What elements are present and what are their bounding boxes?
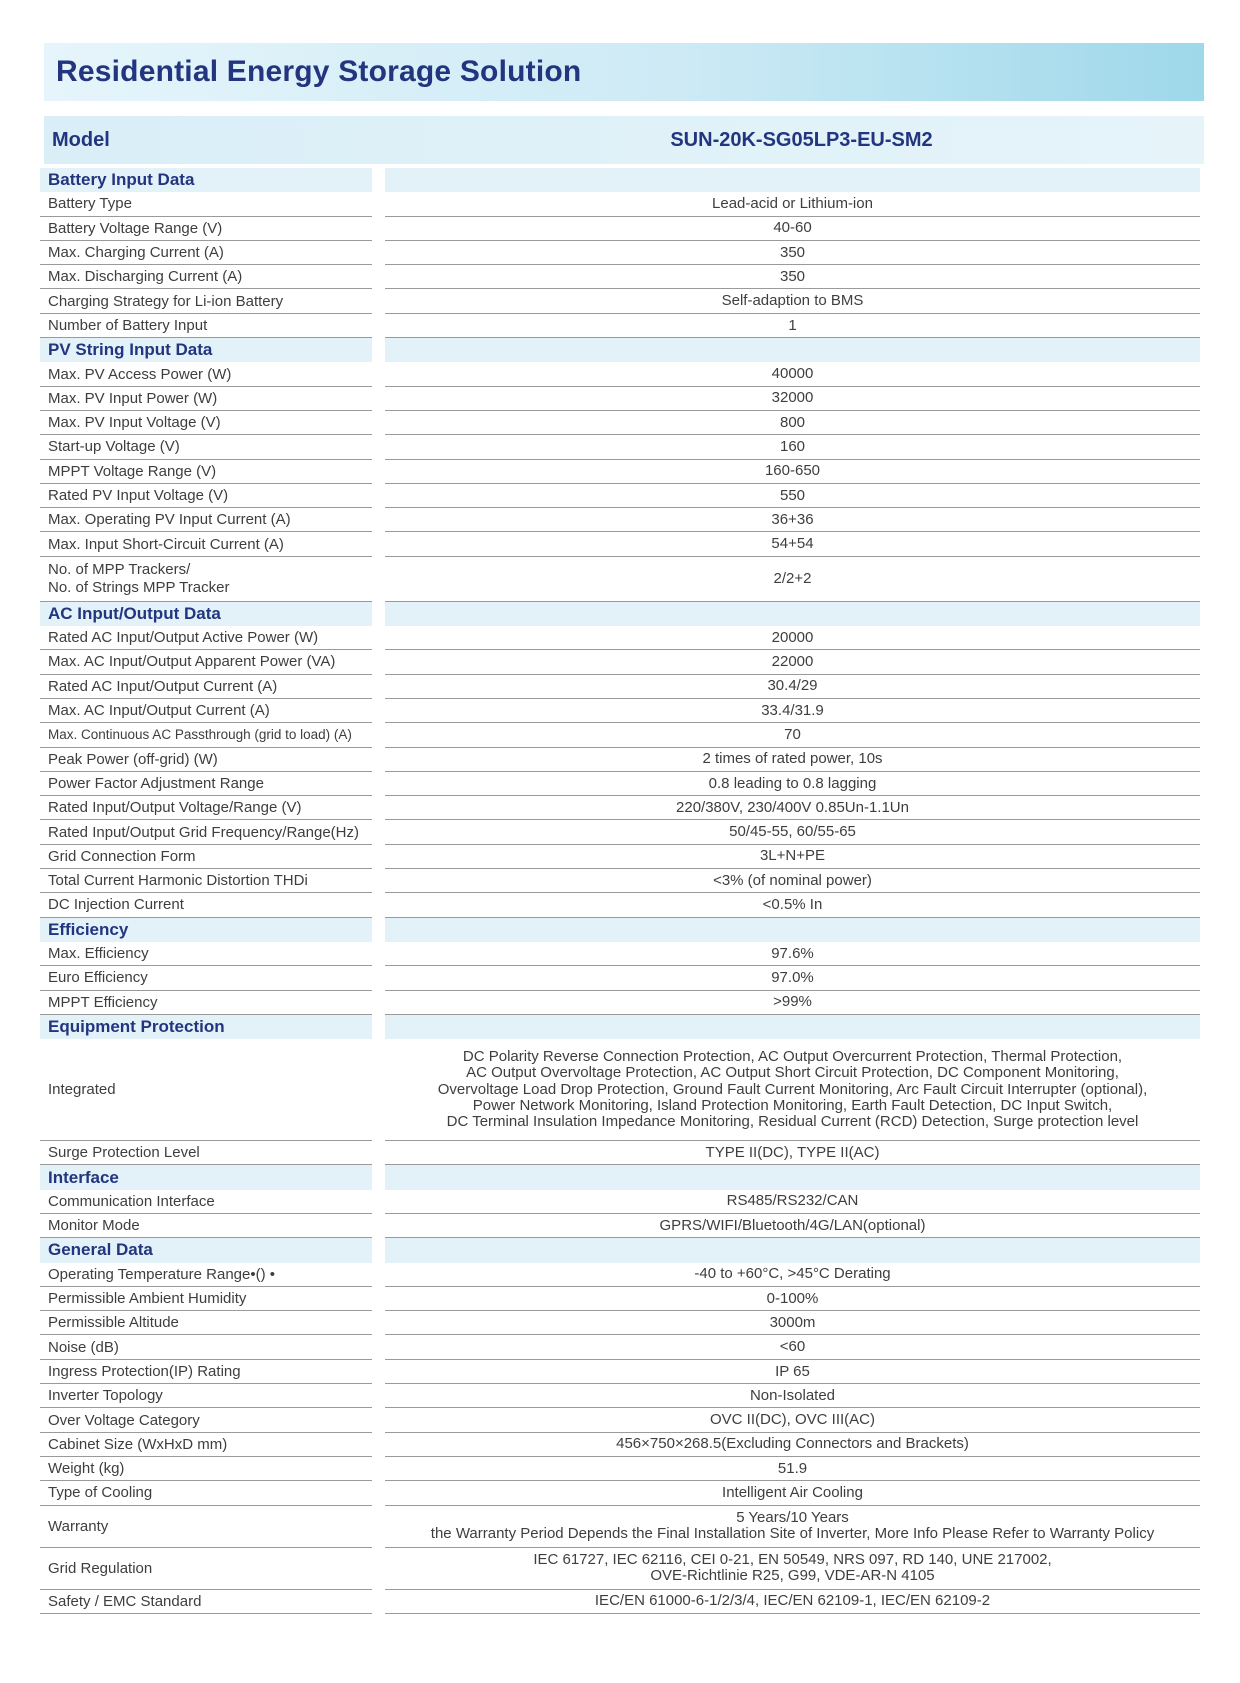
spec-row: [40, 1548, 1204, 1590]
spec-value: 456×750×268.5(Excluding Connectors and Brackets): [385, 1433, 1200, 1457]
spec-value: 54+54: [385, 532, 1200, 556]
spec-value: 350: [385, 265, 1200, 289]
spec-label: [40, 557, 372, 602]
spec-label: Max. Charging Current (A): [40, 241, 372, 265]
section-title: AC Input/Output Data: [40, 602, 372, 626]
spec-row: [40, 241, 1204, 265]
spec-row: [40, 1141, 1204, 1165]
spec-row: [40, 1190, 1204, 1214]
spec-label: MPPT Efficiency: [40, 991, 372, 1015]
spec-row: [40, 748, 1204, 772]
spec-row: [40, 772, 1204, 796]
spec-label: Rated AC Input/Output Active Power (W): [40, 626, 372, 650]
section-value-bar: [385, 1165, 1200, 1189]
spec-value: 1: [385, 314, 1200, 338]
spec-label: Safety / EMC Standard: [40, 1590, 372, 1614]
spec-value: OVC II(DC), OVC III(AC): [385, 1408, 1200, 1432]
spec-row: [40, 217, 1204, 241]
spec-value-line: Overvoltage Load Drop Protection, Ground Fault Current Monitoring, Arc Fault Circuit Interrupter (optional),: [437, 1080, 1148, 1098]
spec-label: Peak Power (off-grid) (W): [40, 748, 372, 772]
spec-label: DC Injection Current: [40, 893, 372, 917]
section-value-bar: [385, 602, 1200, 626]
section-value-bar: [385, 1238, 1200, 1262]
spec-value: Intelligent Air Cooling: [385, 1481, 1200, 1505]
section-value-bar: [385, 918, 1200, 942]
spec-row: [40, 942, 1204, 966]
spec-label: Noise (dB): [40, 1335, 372, 1359]
model-value: SUN-20K-SG05LP3-EU-SM2: [670, 129, 933, 151]
spec-row: [40, 1311, 1204, 1335]
spec-value: 70: [385, 723, 1200, 747]
spec-row: [40, 1039, 1204, 1141]
spec-label: Max. PV Input Power (W): [40, 387, 372, 411]
spec-value: 33.4/31.9: [385, 699, 1200, 723]
spec-value: GPRS/WIFI/Bluetooth/4G/LAN(optional): [385, 1214, 1200, 1238]
spec-value: [385, 1548, 1200, 1590]
spec-label: MPPT Voltage Range (V): [40, 460, 372, 484]
spec-row: [40, 1384, 1204, 1408]
spec-label: Monitor Mode: [40, 1214, 372, 1238]
section-header: [40, 1015, 1204, 1039]
spec-value: 50/45-55, 60/55-65: [385, 820, 1200, 844]
spec-label: Max. Operating PV Input Current (A): [40, 508, 372, 532]
spec-row: [40, 820, 1204, 844]
spec-label: Rated Input/Output Voltage/Range (V): [40, 796, 372, 820]
spec-value: TYPE II(DC), TYPE II(AC): [385, 1141, 1200, 1165]
spec-value: RS485/RS232/CAN: [385, 1190, 1200, 1214]
spec-label: Communication Interface: [40, 1190, 372, 1214]
section-header: [40, 1165, 1204, 1189]
spec-row: [40, 192, 1204, 216]
spec-label: Warranty: [40, 1506, 372, 1548]
spec-label: Battery Type: [40, 192, 372, 216]
spec-label: Rated AC Input/Output Current (A): [40, 675, 372, 699]
spec-value: 40000: [385, 362, 1200, 386]
spec-value: 97.0%: [385, 966, 1200, 990]
spec-label: Rated PV Input Voltage (V): [40, 484, 372, 508]
spec-row: [40, 460, 1204, 484]
section-value-bar: [385, 338, 1200, 362]
spec-row: [40, 626, 1204, 650]
spec-value: -40 to +60°C, >45°C Derating: [385, 1263, 1200, 1287]
model-label: Model: [52, 129, 110, 151]
spec-label: Type of Cooling: [40, 1481, 372, 1505]
section-title: PV String Input Data: [40, 338, 372, 362]
page-title: Residential Energy Storage Solution: [56, 55, 582, 88]
section-header: [40, 1238, 1204, 1262]
spec-value-line: DC Terminal Insulation Impedance Monitoring, Residual Current (RCD) Detection, Surge protection level: [446, 1112, 1139, 1130]
spec-row: [40, 650, 1204, 674]
spec-row: [40, 314, 1204, 338]
spec-value: 3000m: [385, 1311, 1200, 1335]
spec-row: [40, 699, 1204, 723]
spec-row: [40, 1214, 1204, 1238]
section-header: [40, 338, 1204, 362]
spec-value-line: 5 Years/10 Years: [736, 1509, 849, 1527]
spec-value: [385, 1506, 1200, 1548]
spec-row: [40, 362, 1204, 386]
header-banner: [44, 43, 1204, 101]
spec-label: Power Factor Adjustment Range: [40, 772, 372, 796]
spec-value: 0.8 leading to 0.8 lagging: [385, 772, 1200, 796]
spec-row: [40, 508, 1204, 532]
spec-value: [385, 1039, 1200, 1141]
spec-label: Battery Voltage Range (V): [40, 217, 372, 241]
spec-value: Lead-acid or Lithium-ion: [385, 192, 1200, 216]
spec-label: Rated Input/Output Grid Frequency/Range(Hz): [40, 820, 372, 844]
spec-value: 51.9: [385, 1457, 1200, 1481]
spec-row: [40, 265, 1204, 289]
spec-value: Non-Isolated: [385, 1384, 1200, 1408]
section-value-bar: [385, 1015, 1200, 1039]
spec-label: Cabinet Size (WxHxD mm): [40, 1433, 372, 1457]
spec-label: Max. PV Access Power (W): [40, 362, 372, 386]
spec-row: [40, 723, 1204, 747]
spec-value: 0-100%: [385, 1287, 1200, 1311]
spec-value: IP 65: [385, 1360, 1200, 1384]
spec-value: IEC/EN 61000-6-1/2/3/4, IEC/EN 62109-1, IEC/EN 62109-2: [385, 1590, 1200, 1614]
spec-value-line: DC Polarity Reverse Connection Protection, AC Output Overcurrent Protection, Thermal Protection,: [462, 1048, 1123, 1066]
spec-row: [40, 675, 1204, 699]
spec-label: Number of Battery Input: [40, 314, 372, 338]
spec-value: <0.5% In: [385, 893, 1200, 917]
spec-row: [40, 893, 1204, 917]
model-header-row: [44, 116, 1204, 164]
spec-value-line: IEC 61727, IEC 62116, CEI 0-21, EN 50549, NRS 097, RD 140, UNE 217002,: [533, 1551, 1052, 1569]
spec-value: 220/380V, 230/400V 0.85Un-1.1Un: [385, 796, 1200, 820]
spec-row: [40, 869, 1204, 893]
spec-label: Euro Efficiency: [40, 966, 372, 990]
spec-label: Max. AC Input/Output Current (A): [40, 699, 372, 723]
spec-label: Total Current Harmonic Distortion THDi: [40, 869, 372, 893]
spec-label: Max. Continuous AC Passthrough (grid to load) (A): [40, 723, 372, 747]
spec-value: 160-650: [385, 460, 1200, 484]
spec-label: Grid Regulation: [40, 1548, 372, 1590]
spec-value: <3% (of nominal power): [385, 869, 1200, 893]
spec-row: [40, 532, 1204, 556]
spec-row: [40, 966, 1204, 990]
section-title: Interface: [40, 1165, 372, 1189]
spec-value: <60: [385, 1335, 1200, 1359]
spec-row: [40, 1590, 1204, 1614]
spec-label: Charging Strategy for Li-ion Battery: [40, 289, 372, 313]
spec-value: 350: [385, 241, 1200, 265]
spec-label: Permissible Altitude: [40, 1311, 372, 1335]
spec-value-line: the Warranty Period Depends the Final Installation Site of Inverter, More Info Please Refer to Warranty Policy: [430, 1525, 1155, 1543]
spec-value: 36+36: [385, 508, 1200, 532]
spec-row: [40, 435, 1204, 459]
spec-row: [40, 557, 1204, 602]
spec-label: Max. Discharging Current (A): [40, 265, 372, 289]
spec-value: 160: [385, 435, 1200, 459]
spec-value: >99%: [385, 991, 1200, 1015]
spec-row: [40, 845, 1204, 869]
spec-label: Surge Protection Level: [40, 1141, 372, 1165]
spec-label: Over Voltage Category: [40, 1408, 372, 1432]
section-title: General Data: [40, 1238, 372, 1262]
spec-row: [40, 1506, 1204, 1548]
spec-label: Max. Efficiency: [40, 942, 372, 966]
spec-label: Weight (kg): [40, 1457, 372, 1481]
spec-value: 550: [385, 484, 1200, 508]
spec-value-line: Power Network Monitoring, Island Protection Monitoring, Earth Fault Detection, DC Input Switch,: [472, 1096, 1113, 1114]
spec-value: 800: [385, 411, 1200, 435]
spec-label: Max. PV Input Voltage (V): [40, 411, 372, 435]
spec-label-line: No. of MPP Trackers/: [48, 560, 191, 578]
spec-value: 32000: [385, 387, 1200, 411]
spec-value: 3L+N+PE: [385, 845, 1200, 869]
spec-row: [40, 1433, 1204, 1457]
spec-row: [40, 484, 1204, 508]
spec-value-line: OVE-Richtlinie R25, G99, VDE-AR-N 4105: [650, 1567, 935, 1585]
spec-label: Permissible Ambient Humidity: [40, 1287, 372, 1311]
spec-row: [40, 289, 1204, 313]
spec-value: Self-adaption to BMS: [385, 289, 1200, 313]
spec-table: [40, 168, 1204, 1614]
spec-row: [40, 1457, 1204, 1481]
spec-row: [40, 1263, 1204, 1287]
spec-value: 2 times of rated power, 10s: [385, 748, 1200, 772]
spec-row: [40, 411, 1204, 435]
spec-label: Max. AC Input/Output Apparent Power (VA): [40, 650, 372, 674]
section-header: [40, 918, 1204, 942]
spec-label-line: No. of Strings MPP Tracker: [48, 578, 230, 596]
spec-label: Inverter Topology: [40, 1384, 372, 1408]
spec-row: [40, 1335, 1204, 1359]
spec-value: 22000: [385, 650, 1200, 674]
section-title: Equipment Protection: [40, 1015, 372, 1039]
spec-row: [40, 796, 1204, 820]
spec-label: Grid Connection Form: [40, 845, 372, 869]
spec-row: [40, 387, 1204, 411]
section-title: Battery Input Data: [40, 168, 372, 192]
spec-row: [40, 1481, 1204, 1505]
spec-row: [40, 1408, 1204, 1432]
spec-value: 40-60: [385, 217, 1200, 241]
spec-label: Integrated: [40, 1039, 372, 1141]
spec-row: [40, 1360, 1204, 1384]
spec-row: [40, 991, 1204, 1015]
spec-value: 20000: [385, 626, 1200, 650]
spec-label: Max. Input Short-Circuit Current (A): [40, 532, 372, 556]
section-title: Efficiency: [40, 918, 372, 942]
section-header: [40, 168, 1204, 192]
spec-value: 2/2+2: [385, 557, 1200, 602]
spec-value-line: AC Output Overvoltage Protection, AC Output Short Circuit Protection, DC Component Monitoring,: [466, 1064, 1119, 1082]
spec-value: 97.6%: [385, 942, 1200, 966]
spec-label: Ingress Protection(IP) Rating: [40, 1360, 372, 1384]
section-header: [40, 602, 1204, 626]
spec-label: Start-up Voltage (V): [40, 435, 372, 459]
section-value-bar: [385, 168, 1200, 192]
spec-value: 30.4/29: [385, 675, 1200, 699]
spec-label: Operating Temperature Range•() •: [40, 1263, 372, 1287]
spec-row: [40, 1287, 1204, 1311]
